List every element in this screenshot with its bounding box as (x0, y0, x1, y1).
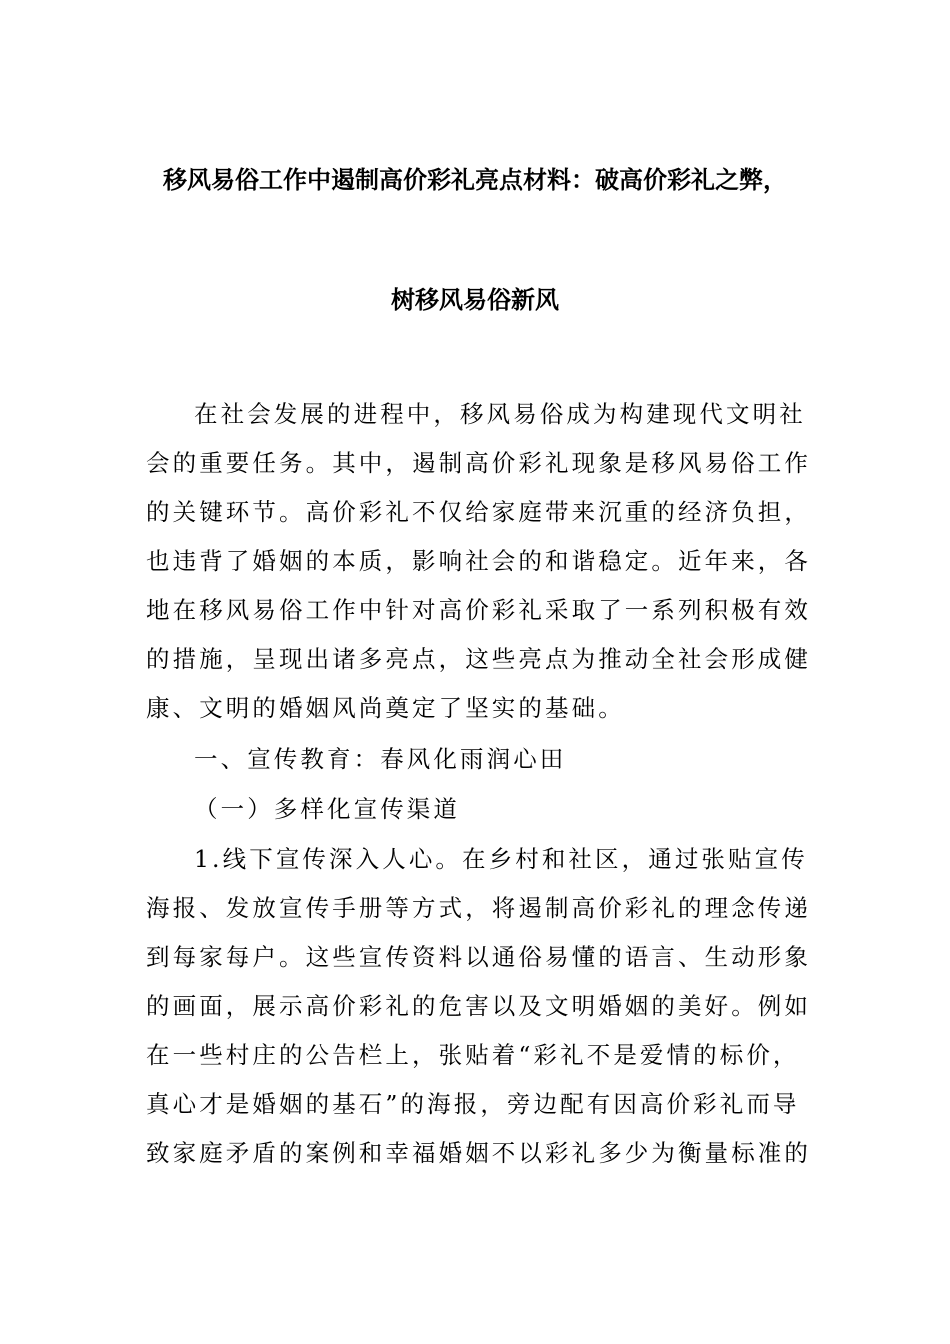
section-heading: 一、宣传教育：春风化雨润心田 (194, 745, 567, 773)
paragraph1-line: 地在移风易俗工作中针对高价彩礼采取了一系列积极有效 (146, 596, 811, 624)
paragraph1-line: 康、文明的婚姻风尚奠定了坚实的基础。 (146, 694, 625, 722)
document-title-line-1: 移风易俗工作中遏制高价彩礼亮点材料：破高价彩礼之弊， (163, 166, 787, 194)
paragraph1-line: 的措施，呈现出诸多亮点，这些亮点为推动全社会形成健 (146, 645, 811, 673)
subsection-heading: （一）多样化宣传渠道 (194, 795, 460, 823)
paragraph1-line: 也违背了婚姻的本质，影响社会的和谐稳定。近年来，各 (146, 547, 811, 575)
document-title-line-2: 树移风易俗新风 (391, 286, 559, 314)
paragraph2-line: 真心才是婚姻的基石”的海报，旁边配有因高价彩礼而导 (146, 1090, 800, 1118)
paragraph2-line: 1.线下宣传深入人心。在乡村和社区，通过张贴宣传 (194, 845, 808, 873)
paragraph1-line: 的关键环节。高价彩礼不仅给家庭带来沉重的经济负担， (146, 498, 811, 526)
paragraph2-line: 的画面，展示高价彩礼的危害以及文明婚姻的美好。例如 (146, 992, 811, 1020)
paragraph2-line: 致家庭矛盾的案例和幸福婚姻不以彩礼多少为衡量标准的 (146, 1139, 811, 1167)
paragraph1-line: 在社会发展的进程中，移风易俗成为构建现代文明社 (194, 400, 806, 428)
paragraph1-line: 会的重要任务。其中，遏制高价彩礼现象是移风易俗工作 (146, 449, 811, 477)
paragraph2-line: 在一些村庄的公告栏上，张贴着“彩礼不是爱情的标价， (146, 1041, 800, 1069)
paragraph2-line: 到每家每户。这些宣传资料以通俗易懂的语言、生动形象 (146, 943, 811, 971)
paragraph2-line: 海报、发放宣传手册等方式，将遏制高价彩礼的理念传递 (146, 894, 811, 922)
